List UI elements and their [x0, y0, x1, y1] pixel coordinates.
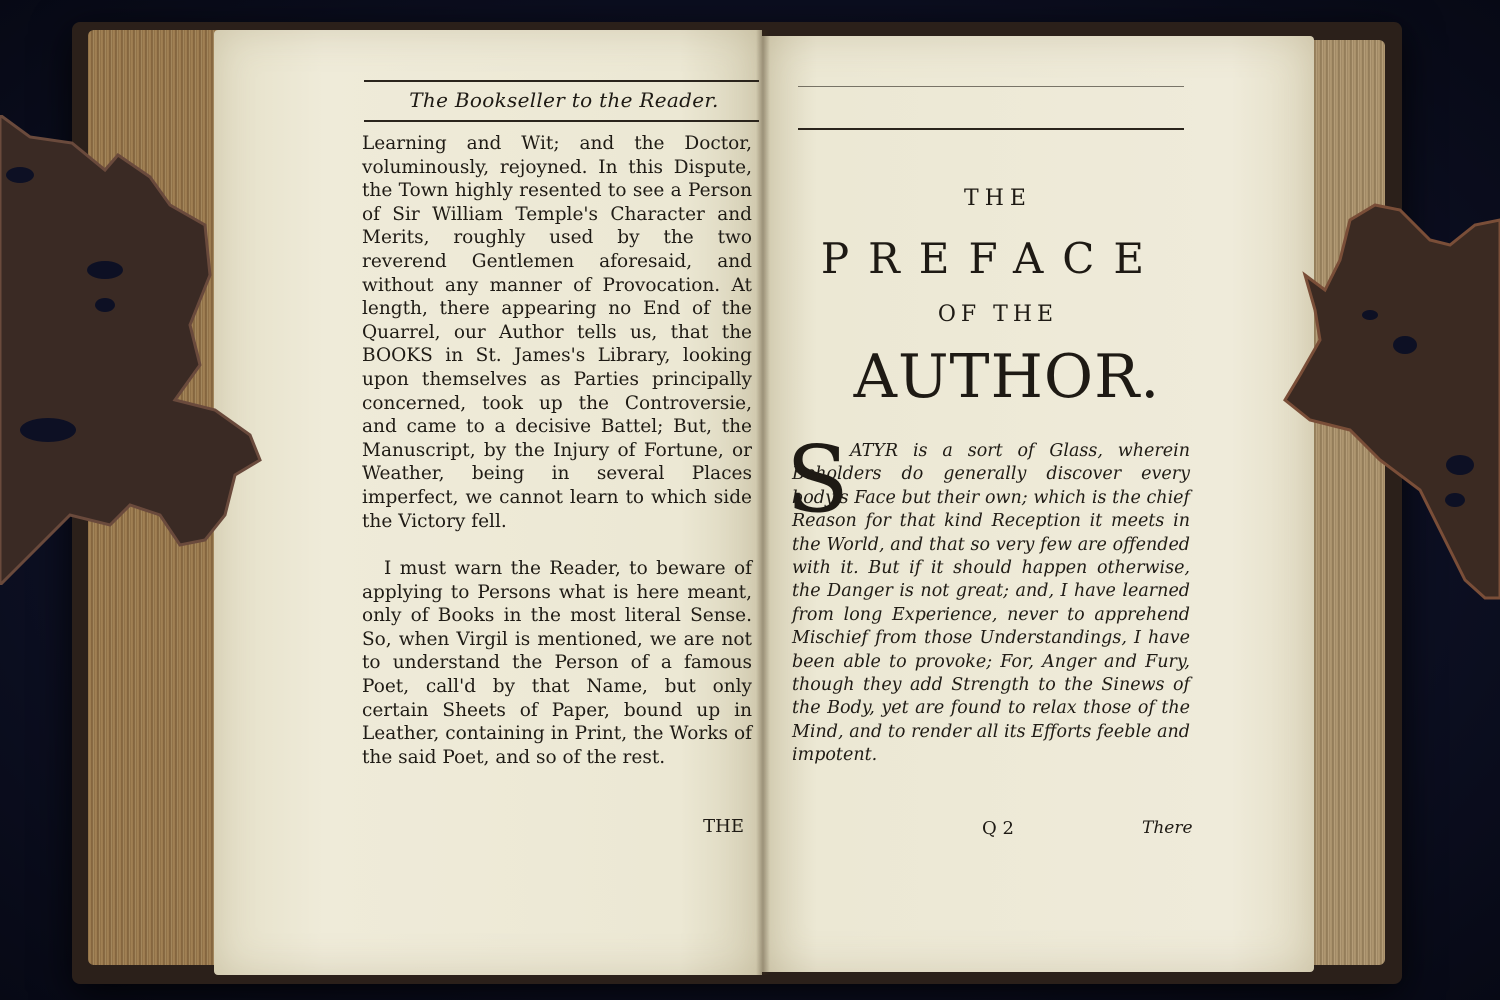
- paragraph-1: Learning and Wit; and the Doctor, voluminously, rejoyned. In this Dispute, the Town highly resented to see a Person of Sir William Temple's Character and Merits, roughly used by the two reverend Gentlemen aforesaid, and without any manner of Provocation. At length, there appearing no End of the Quarrel, our Author tells us, that the BOOKS in St. James's Library, looking upon themselves as Parties principally concerned, took up the Controversie, and came to a decisive Battel; But, the Manuscript, by the Injury of Fortune, or Weather, being in several Places imperfect, we cannot learn to which side the Victory fell.: [362, 133, 752, 532]
- preface-paragraph: ATYR is a sort of Glass, wherein Beholders do generally discover every body's Face but their own; which is the chief Reason for that kind Reception it meets in the World, and that so very few are offended with it. But if it should happen otherwise, the Danger is not great; and, I have learned from long Experience, never to apprehend Mischief from those Understandings, I have been able to provoke; For, Anger and Fury, though they add Strength to the Sinews of the Body, yet are found to relax those of the Mind, and to render all its Efforts feeble and impotent.: [792, 441, 1190, 766]
- right-page: [762, 36, 1314, 972]
- preface-text: [792, 440, 1190, 768]
- head-rule-top: [364, 80, 759, 82]
- title-the: THE: [964, 186, 1032, 211]
- paragraph-2: I must warn the Reader, to beware of applying to Persons what is here meant, only of Books in the most literal Sense. So, when Virgil is mentioned, we are not to understand the Person of a famous Poet, call'd by that Name, but only certain Sheets of Paper, bound up in Leather, containing in Print, the Works of the said Poet, and so of the rest.: [362, 558, 752, 768]
- left-body-text: [362, 132, 752, 769]
- left-clamp-icon: [0, 115, 270, 585]
- title-of-the: OF THE: [937, 302, 1059, 327]
- title-author: AUTHOR.: [853, 342, 1161, 412]
- head-rule-bottom: [364, 120, 759, 122]
- right-clamp-icon: [1280, 200, 1500, 600]
- drop-cap: S: [786, 426, 850, 533]
- signature-mark: Q 2: [982, 818, 1014, 839]
- ghost-rule: [798, 86, 1184, 87]
- title-preface: PREFACE: [820, 234, 1164, 283]
- left-page: [214, 30, 762, 975]
- book-gutter: [756, 30, 770, 975]
- title-rule: [798, 128, 1184, 130]
- catchword-right: There: [1142, 818, 1193, 838]
- running-head: The Bookseller to the Reader.: [409, 88, 719, 112]
- catchword-left: THE: [703, 816, 744, 837]
